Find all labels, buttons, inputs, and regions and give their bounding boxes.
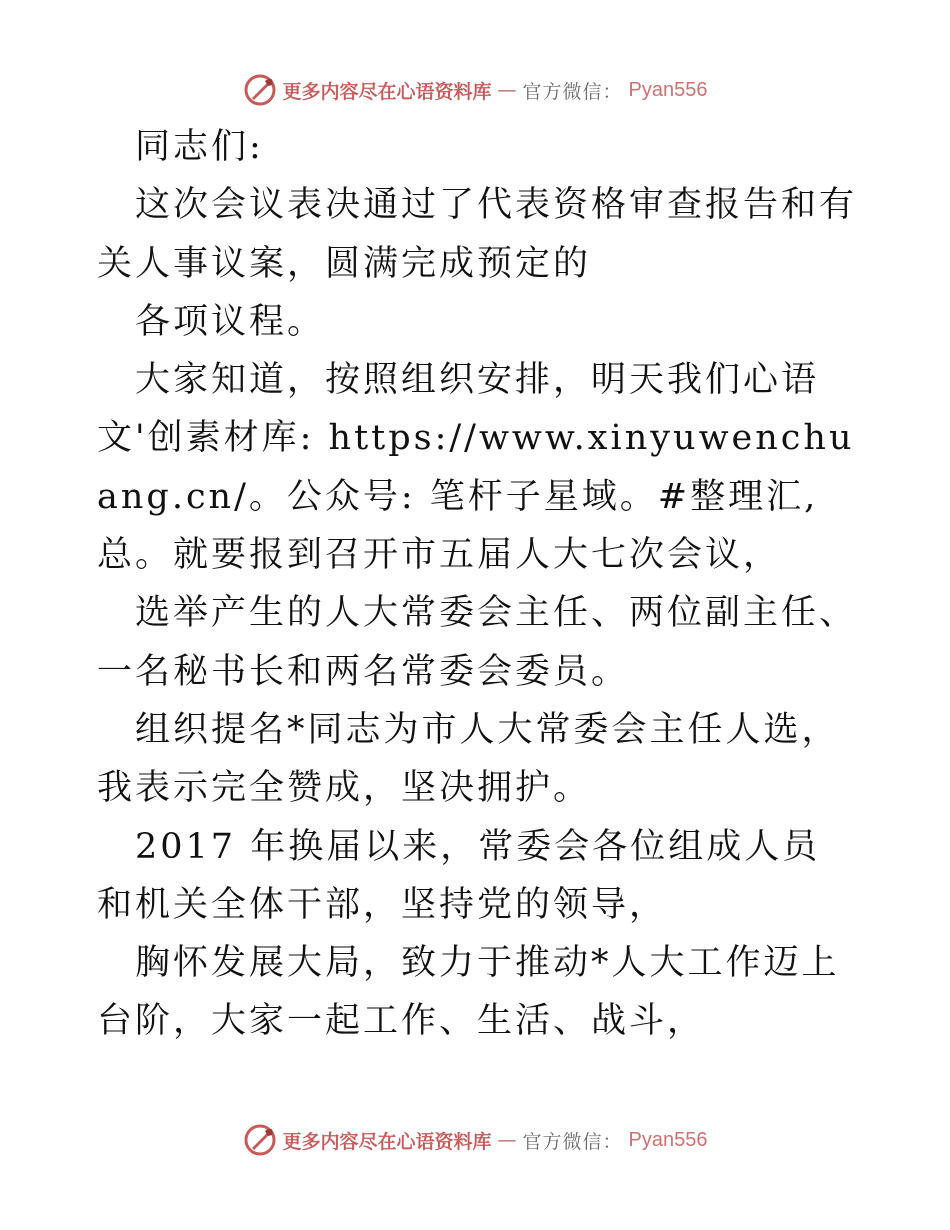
paragraph-salutation: 同志们: (135, 127, 264, 167)
paragraph: 胸怀发展大局，致力于推动*人大工作迈上台阶，大家一起工作、生活、战斗， (97, 943, 840, 1042)
watermark-dash: — (497, 1129, 517, 1151)
paragraph: 这次会议表决通过了代表资格审查报告和有关人事议案，圆满完成预定的 (97, 185, 858, 284)
footer-watermark (0, 1120, 950, 1160)
quill-pen-icon (243, 73, 277, 107)
paragraph: 组织提名*同志为市人大常委会主任人选，我表示完全赞成，坚决拥护。 (97, 709, 840, 809)
watermark-brand: 更多内容尽在心语资料库 (282, 1130, 492, 1153)
watermark-brand: 更多内容尽在心语资料库 (282, 80, 492, 103)
watermark-wechat-label: 官方微信： (522, 1130, 623, 1153)
document-body (97, 118, 857, 1051)
paragraph: 大家知道，按照组织安排，明天我们心语文'创素材库: https://www.xinyuwenchuang.cn/。公众号: 笔杆子星域。#整理汇,总。就要报到召开市五届人大七次会议， (97, 360, 855, 576)
paragraph: 选举产生的人大常委会主任、两位副主任、一名秘书长和两名常委会委员。 (97, 593, 858, 692)
header-watermark (0, 70, 950, 110)
watermark-account: Pyan556 (628, 1128, 708, 1151)
paragraph: 2017 年换届以来，常委会各位组成人员和机关全体干部，坚持党的领导， (97, 826, 821, 925)
paragraph: 各项议程。 (135, 301, 326, 342)
quill-pen-icon (243, 1123, 277, 1157)
watermark-account: Pyan556 (628, 78, 708, 101)
watermark-wechat-label: 官方微信： (522, 80, 623, 103)
watermark-dash: — (497, 79, 517, 101)
